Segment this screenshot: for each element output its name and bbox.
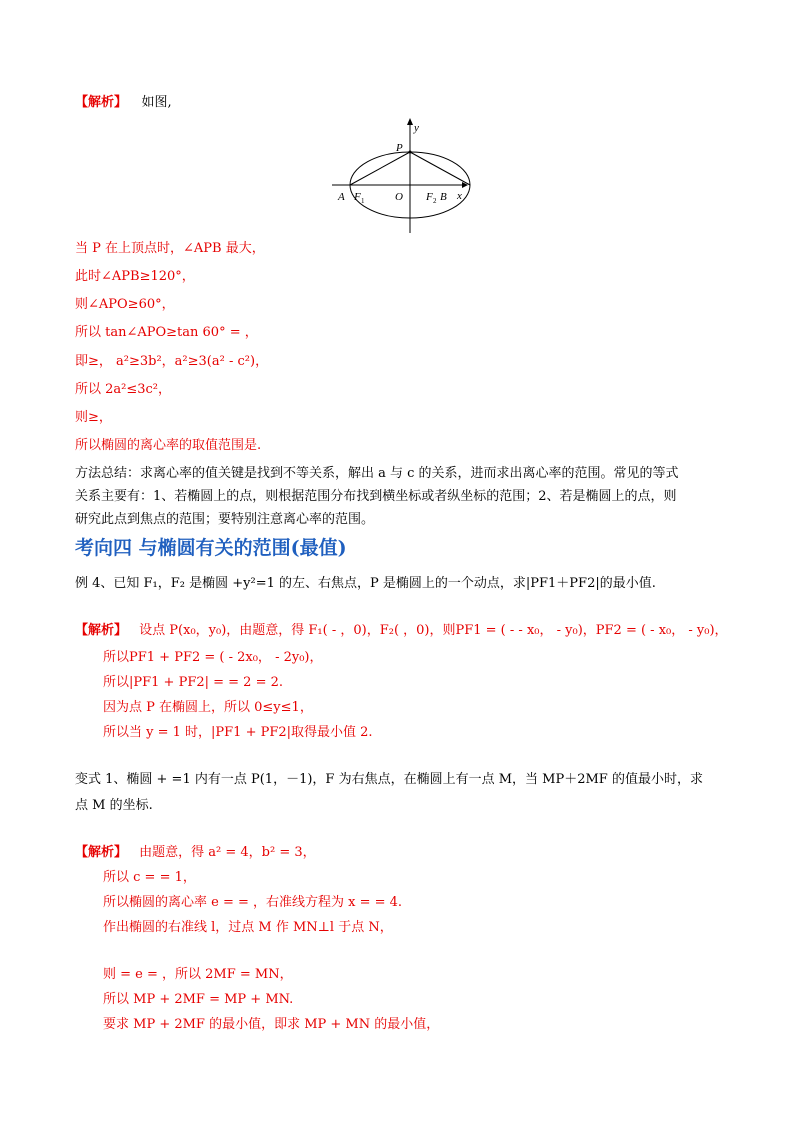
solution-line: 所以椭圆的离心率 e = = ，右准线方程为 x = = 4. bbox=[103, 895, 403, 910]
solution-line: 所以 2a²≤3c²， bbox=[75, 382, 172, 397]
variant1-question: 变式 1、椭圆 + =1 内有一点 P(1，－1)，F 为右焦点，在椭圆上有一点 M，当 MP＋2MF 的值最小时，求 bbox=[75, 772, 703, 787]
solution-line: 所以|PF1 + PF2| = = 2 = 2. bbox=[103, 675, 284, 690]
figure-label-b: B bbox=[440, 191, 447, 203]
solution-line: 即≥， a²≥3b²，a²≥3(a² - c²)， bbox=[75, 354, 269, 369]
figure-label-f1-sub: 1 bbox=[361, 197, 365, 205]
section-heading: 考向四 与椭圆有关的范围(最值) bbox=[75, 537, 347, 559]
solution-line: 此时∠APB≥120°， bbox=[75, 269, 195, 284]
summary-line: 关系主要有：1、若椭圆上的点，则根据范围分布找到横坐标或者纵坐标的范围；2、若是椭圆上的点，则 bbox=[75, 489, 677, 504]
solution-line: 设点 P(x₀，y₀)，由题意，得 F₁( - ，0)，F₂( ，0)，则PF1 = ( - - x₀， - y₀)，PF2 = ( - x₀， - y₀)， bbox=[139, 623, 728, 638]
summary-line: 研究此点到焦点的范围；要特别注意离心率的范围。 bbox=[75, 512, 375, 527]
figure-label-f2-sub: 2 bbox=[433, 197, 437, 205]
solution-line: 因为点 P 在椭圆上，所以 0≤y≤1， bbox=[103, 700, 313, 715]
figure-label-p: P bbox=[396, 142, 403, 154]
solution-line: 由题意，得 a² = 4，b² = 3， bbox=[139, 845, 316, 860]
solution-line: 当 P 在上顶点时，∠APB 最大， bbox=[75, 241, 265, 256]
figure-label-x: x bbox=[457, 190, 462, 202]
figure-label-f2: F bbox=[426, 191, 433, 203]
solution-line: 则≥， bbox=[75, 410, 112, 425]
solution-line: 所以 MP + 2MF = MP + MN. bbox=[103, 992, 294, 1007]
solution-line: 所以 c = = 1， bbox=[103, 870, 196, 885]
solution-line: 所以PF1 + PF2 = ( - 2x₀， - 2y₀)， bbox=[103, 650, 323, 665]
solution-line: 所以 tan∠APO≥tan 60° = ， bbox=[75, 325, 258, 340]
analysis-label: 【解析】 bbox=[75, 623, 128, 638]
solution-line: 作出椭圆的右准线 l，过点 M 作 MN⊥l 于点 N， bbox=[103, 920, 393, 935]
example4-question: 例 4、已知 F₁，F₂ 是椭圆 +y²=1 的左、右焦点，P 是椭圆上的一个动点，求|PF1＋PF2|的最小值. bbox=[75, 576, 656, 591]
figure-label-o: O bbox=[395, 191, 403, 203]
variant1-question: 点 M 的坐标. bbox=[75, 798, 153, 813]
analysis-label: 【解析】 bbox=[75, 845, 128, 860]
figure-label-y: y bbox=[414, 122, 419, 134]
figure-label-a: A bbox=[338, 191, 345, 203]
summary-line: 方法总结：求离心率的值关键是找到不等关系，解出 a 与 c 的关系，进而求出离心率的范围。常见的等式 bbox=[75, 466, 679, 481]
solution-line: 所以当 y = 1 时，|PF1 + PF2|取得最小值 2. bbox=[103, 725, 373, 740]
solution-line: 所以椭圆的离心率的取值范围是. bbox=[75, 438, 262, 453]
figure-label-f1: F bbox=[354, 191, 361, 203]
solution-line: 则∠APO≥60°， bbox=[75, 297, 175, 312]
ellipse-figure bbox=[332, 115, 472, 235]
analysis-label: 【解析】 bbox=[75, 95, 128, 110]
solution-line: 要求 MP + 2MF 的最小值，即求 MP + MN 的最小值， bbox=[103, 1017, 440, 1032]
analysis-intro: 如图, bbox=[141, 95, 172, 110]
solution-line: 则 = e = ，所以 2MF = MN， bbox=[103, 967, 293, 982]
